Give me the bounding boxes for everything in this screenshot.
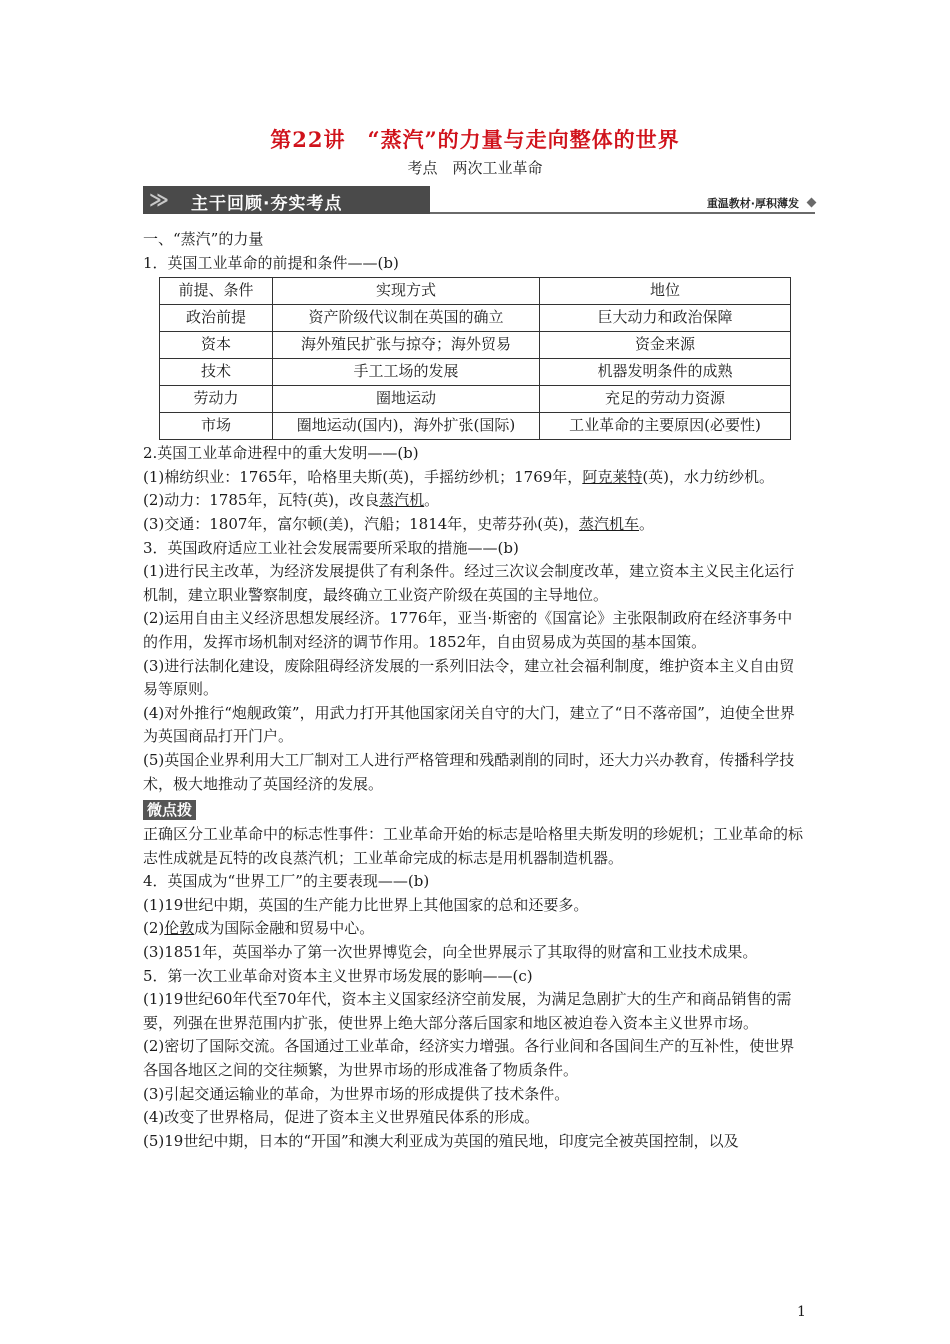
text-run: 。 bbox=[424, 491, 440, 510]
table-cell: 资产阶级代议制在英国的确立 bbox=[273, 305, 540, 332]
paragraph: (3)引起交通运输业的革命，为世界市场的形成提供了技术条件。 bbox=[143, 1084, 570, 1103]
table-header-cell: 地位 bbox=[540, 278, 791, 305]
item-heading-5: 5．第一次工业革命对资本主义世界市场发展的影响——(c) bbox=[143, 966, 533, 985]
paragraph: (3)进行法制化建设，废除阻碍经济发展的一系列旧法令，建立社会福利制度，维护资本主义自由贸易等原则。 bbox=[143, 656, 795, 699]
text-run: 成为国际金融和贸易中心。 bbox=[194, 919, 375, 938]
paragraph: (5)英国企业界利用大工厂制对工人进行严格管理和残酷剥削的同时，还大力兴办教育，传播科学技术，极大地推动了英国经济的发展。 bbox=[143, 750, 795, 793]
table-cell: 资金来源 bbox=[540, 332, 791, 359]
table-cell: 巨大动力和政治保障 bbox=[540, 305, 791, 332]
table-row bbox=[160, 413, 791, 440]
table-cell: 充足的劳动力资源 bbox=[540, 386, 791, 413]
banner-right-label: 重温教材·厚积薄发 bbox=[706, 197, 799, 210]
underlined-term: 伦敦 bbox=[164, 919, 195, 938]
table-cell: 海外殖民扩张与掠夺；海外贸易 bbox=[273, 332, 540, 359]
item-heading-1: 1．英国工业革命的前提和条件——(b) bbox=[143, 253, 399, 272]
paragraph: (2)密切了国际交流。各国通过工业革命，经济实力增强。各行业间和各国间生产的互补性，使世界各国各地区之间的交往频繁，为世界市场的形成准备了物质条件。 bbox=[143, 1037, 795, 1080]
paragraph: (3)1851年，英国举办了第一次世界博览会，向全世界展示了其取得的财富和工业技术成果。 bbox=[143, 943, 758, 962]
paragraph: (4)对外推行“炮舰政策”，用武力打开其他国家闭关自守的大门，建立了“日不落帝国”，迫使全世界为英国商品打开门户。 bbox=[143, 703, 795, 746]
table-cell: 政治前提 bbox=[160, 305, 273, 332]
item-heading-4: 4．英国成为“世界工厂”的主要表现——(b) bbox=[143, 872, 430, 891]
lecture-title: 第22讲 “蒸汽”的力量与走向整体的世界 bbox=[270, 127, 680, 152]
table-cell: 圈地运动 bbox=[273, 386, 540, 413]
table-cell: 手工工场的发展 bbox=[273, 359, 540, 386]
section-banner bbox=[143, 186, 815, 216]
paragraph bbox=[143, 466, 807, 490]
table-cell: 劳动力 bbox=[160, 386, 273, 413]
paragraph: (2)运用自由主义经济思想发展经济。1776年，亚当·斯密的《国富论》主张限制政府在经济事务中的作用，发挥市场机制对经济的调节作用。1852年，自由贸易成为英国的基本国策。 bbox=[143, 609, 793, 651]
conditions-table bbox=[159, 277, 791, 440]
banner-left-label: 主干回顾·夯实考点 bbox=[191, 194, 343, 214]
text-run: (3)交通：1807年，富尔顿(美)，汽船；1814年，史蒂芬孙(英)， bbox=[143, 514, 580, 533]
table-cell: 工业革命的主要原因(必要性) bbox=[540, 413, 791, 440]
table-row bbox=[160, 332, 791, 359]
paragraph: (4)改变了世界格局，促进了资本主义世界殖民体系的形成。 bbox=[143, 1108, 540, 1127]
double-chevron-icon: ≫ bbox=[149, 189, 169, 211]
table-cell: 机器发明条件的成熟 bbox=[540, 359, 791, 386]
paragraph: (5)19世纪中期，日本的“开国”和澳大利亚成为英国的殖民地，印度完全被英国控制，以及 bbox=[143, 1131, 739, 1150]
underlined-term: 蒸汽机车 bbox=[579, 514, 640, 533]
banner-divider bbox=[430, 212, 815, 214]
text-run: (1)棉纺织业：1765年，哈格里夫斯(英)，手摇纺纱机；1769年， bbox=[143, 467, 583, 486]
table-cell: 资本 bbox=[160, 332, 273, 359]
underlined-term: 阿克莱特 bbox=[582, 467, 643, 486]
table-header-row bbox=[160, 278, 791, 305]
text-run: 。 bbox=[639, 514, 655, 533]
text-run: (2) bbox=[143, 919, 165, 938]
paragraph: (1)进行民主改革，为经济发展提供了有利条件。经过三次议会制度改革，建立资本主义民主化运行机制，建立职业警察制度，最终确立工业资产阶级在英国的主导地位。 bbox=[143, 562, 795, 604]
paragraph bbox=[143, 513, 807, 537]
diamond-icon bbox=[807, 198, 817, 208]
page-number: 1 bbox=[797, 1304, 806, 1320]
text-run: (英)，水力纺纱机。 bbox=[642, 467, 775, 486]
table-cell: 圈地运动(国内)，海外扩张(国际) bbox=[273, 413, 540, 440]
table-cell: 技术 bbox=[160, 359, 273, 386]
banner-label-block bbox=[143, 186, 430, 214]
table-header-cell: 实现方式 bbox=[273, 278, 540, 305]
exam-point-subtitle: 考点 两次工业革命 bbox=[407, 159, 543, 177]
table-header-cell: 前提、条件 bbox=[160, 278, 273, 305]
tip-text: 正确区分工业革命中的标志性事件：工业革命开始的标志是哈格里夫斯发明的珍妮机；工业革命的标志性成就是瓦特的改良蒸汽机；工业革命完成的标志是用机器制造机器。 bbox=[143, 825, 804, 867]
tip-label: 微点拨 bbox=[143, 800, 196, 820]
section-heading: 一、“蒸汽”的力量 bbox=[143, 230, 264, 248]
text-run: (2)动力：1785年，瓦特(英)，改良 bbox=[143, 491, 380, 510]
paragraph bbox=[143, 917, 807, 941]
table-row bbox=[160, 359, 791, 386]
table-cell: 市场 bbox=[160, 413, 273, 440]
paragraph bbox=[143, 489, 807, 513]
underlined-term: 蒸汽机 bbox=[379, 491, 425, 510]
paragraph: (1)19世纪中期，英国的生产能力比世界上其他国家的总和还要多。 bbox=[143, 895, 589, 914]
paragraph: (1)19世纪60年代至70年代，资本主义国家经济空前发展，为满足急剧扩大的生产和商品销售的需要，列强在世界范围内扩张，使世界上绝大部分落后国家和地区被迫卷入资本主义世界市场。 bbox=[143, 990, 792, 1032]
table-row bbox=[160, 386, 791, 413]
main-content bbox=[143, 228, 807, 1153]
item-heading-3: 3．英国政府适应工业社会发展需要所采取的措施——(b) bbox=[143, 538, 519, 557]
item-heading-2: 2.英国工业革命进程中的重大发明——(b) bbox=[143, 444, 419, 463]
table-row bbox=[160, 305, 791, 332]
